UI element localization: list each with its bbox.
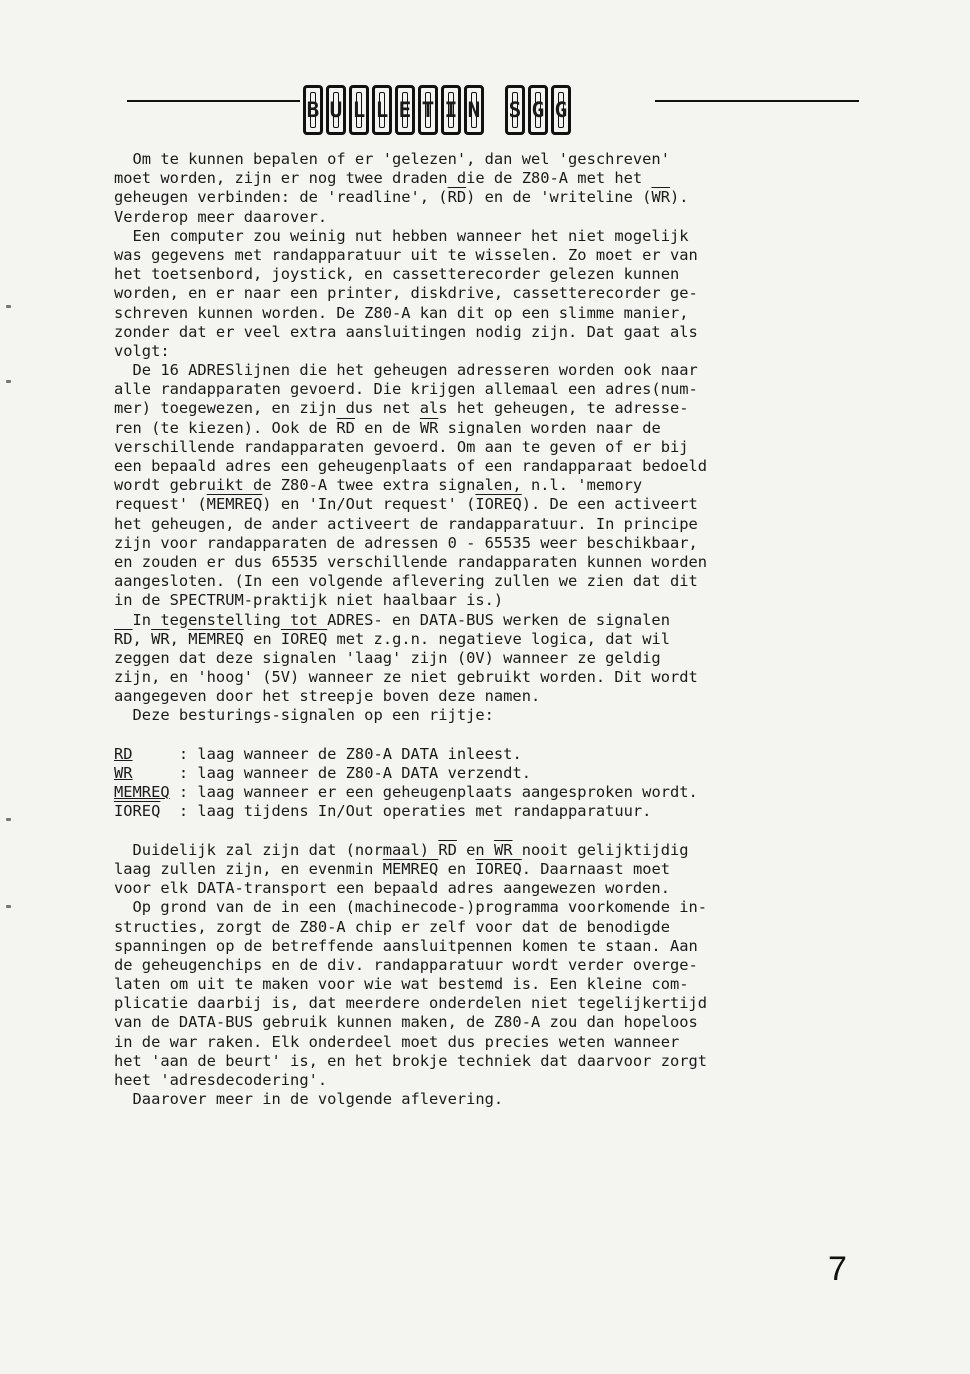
text-segment: schreven kunnen worden. De Z80-A kan dit op een slimme manier, bbox=[114, 303, 689, 322]
text-segment: in de war raken. Elk onderdeel moet dus precies weten wanneer bbox=[114, 1032, 680, 1051]
punch-mark bbox=[6, 818, 11, 821]
text-line bbox=[114, 399, 874, 418]
text-segment: zijn voor randapparaten de adressen 0 - 65535 weer beschikbaar, bbox=[114, 533, 698, 552]
text-line bbox=[114, 687, 874, 706]
page-number: 7 bbox=[828, 1250, 847, 1288]
banner-letter: U bbox=[329, 97, 343, 122]
text-line bbox=[114, 495, 874, 514]
header-rule-right bbox=[655, 100, 859, 102]
text-line bbox=[114, 802, 874, 821]
text-line bbox=[114, 515, 874, 534]
text-line bbox=[114, 860, 874, 879]
text-line bbox=[114, 419, 874, 438]
text-line bbox=[114, 726, 874, 745]
banner-letter: E bbox=[398, 97, 412, 122]
text-segment: signalen worden naar de bbox=[438, 418, 661, 437]
signal-name: RD bbox=[114, 744, 133, 763]
banner-letter-tile bbox=[551, 85, 571, 135]
banner-letter: G bbox=[554, 97, 568, 122]
text-line bbox=[114, 822, 874, 841]
banner-letter: L bbox=[375, 97, 389, 122]
text-line bbox=[114, 188, 874, 207]
text-line bbox=[114, 169, 874, 188]
text-segment: van de DATA-BUS gebruik kunnen maken, de Z80-A zou dan hopeloos bbox=[114, 1013, 698, 1032]
text-segment: plicatie daarbij is, dat meerdere onderdelen niet tegelijkertijd bbox=[114, 994, 708, 1013]
text-segment: het geheugen, de ander activeert de randapparatuur. In principe bbox=[114, 514, 698, 533]
text-segment: zeggen dat deze signalen 'laag' zijn (0V) wanneer ze geldig bbox=[114, 648, 661, 667]
text-segment: in de SPECTRUM-praktijk niet haalbaar is.) bbox=[114, 591, 504, 610]
text-line bbox=[114, 572, 874, 591]
text-segment: Duidelijk zal zijn dat (normaal) bbox=[114, 840, 439, 859]
banner-letter-tile bbox=[418, 85, 438, 135]
banner-letter: N bbox=[467, 97, 481, 122]
text-segment: mer) toegewezen, en zijn dus net als het geheugen, te adresse- bbox=[114, 399, 689, 418]
signal-name: IOREQ bbox=[475, 859, 522, 878]
text-line bbox=[114, 841, 874, 860]
text-line bbox=[114, 265, 874, 284]
text-segment: request' ( bbox=[114, 495, 207, 514]
banner-letter: G bbox=[531, 97, 545, 122]
text-segment: : laag wanneer de Z80-A DATA inleest. bbox=[132, 744, 522, 763]
header-rule-left bbox=[127, 100, 300, 102]
banner-letter-tile bbox=[303, 85, 323, 135]
signal-name: $\overline{WR}$ bbox=[419, 418, 439, 437]
text-segment: Op grond van de in een (machinecode-)programma voorkomende in- bbox=[114, 898, 708, 917]
text-segment: aangesloten. (In een volgende aflevering zullen we zien dat dit bbox=[114, 572, 698, 591]
text-line bbox=[114, 380, 874, 399]
text-segment: wordt gebruikt de Z80-A twee extra signalen, n.l. 'memory bbox=[114, 476, 643, 495]
bulletin-banner bbox=[303, 82, 574, 138]
text-line bbox=[114, 745, 874, 764]
text-segment: alle randapparaten gevoerd. Die krijgen allemaal een adres(num- bbox=[114, 380, 698, 399]
text-segment: ) en 'In/Out request' ( bbox=[262, 495, 476, 514]
text-line bbox=[114, 323, 874, 342]
text-line bbox=[114, 1052, 874, 1071]
text-line bbox=[114, 591, 874, 610]
text-line bbox=[114, 438, 874, 457]
text-line bbox=[114, 227, 874, 246]
text-line bbox=[114, 706, 874, 725]
text-segment: met z.g.n. negatieve logica, dat wil bbox=[327, 629, 671, 648]
text-line bbox=[114, 361, 874, 380]
text-segment: volgt: bbox=[114, 341, 170, 360]
text-line bbox=[114, 208, 874, 227]
text-line bbox=[114, 630, 874, 649]
text-segment: structies, zorgt de Z80-A chip er zelf voor dat de benodigde bbox=[114, 917, 670, 936]
text-line bbox=[114, 1033, 874, 1052]
text-line bbox=[114, 956, 874, 975]
text-segment: : laag wanneer de Z80-A DATA verzendt. bbox=[132, 764, 531, 782]
text-segment: aangegeven door het streepje boven deze namen. bbox=[114, 687, 541, 706]
text-line bbox=[114, 284, 874, 303]
text-line bbox=[114, 783, 874, 802]
signal-name: $\overline{RD}$ bbox=[336, 418, 355, 437]
text-segment: verschillende randapparaten gevoerd. Om aan te geven of er bij bbox=[114, 437, 689, 456]
signal-name: IOREQ bbox=[475, 495, 522, 514]
banner-letter-tile bbox=[441, 85, 461, 135]
banner-letter-tile bbox=[326, 85, 346, 135]
punch-mark bbox=[6, 905, 11, 908]
text-segment: en bbox=[438, 859, 476, 878]
text-segment: worden, en er naar een printer, diskdrive, cassetterecorder ge- bbox=[114, 284, 698, 303]
text-segment: Daarover meer in de volgende aflevering. bbox=[114, 1090, 504, 1109]
text-line bbox=[114, 534, 874, 553]
text-segment: ) en de 'writeline ( bbox=[466, 188, 652, 207]
signal-name: $\overline{WR}$ bbox=[651, 188, 670, 207]
text-segment: Om te kunnen bepalen of er 'gelezen', dan wel 'geschreven' bbox=[114, 150, 670, 168]
text-segment: nooit gelijktijdig bbox=[512, 840, 689, 859]
text-segment: geheugen verbinden: de 'readline', ( bbox=[114, 188, 448, 207]
banner-letter-tile bbox=[372, 85, 392, 135]
text-segment: de geheugenchips en de div. randapparatuur wordt verder overge- bbox=[114, 955, 698, 974]
text-segment: het toetsenbord, joystick, en cassetterecorder gelezen kunnen bbox=[114, 265, 680, 284]
banner-letter: T bbox=[421, 97, 435, 122]
text-segment: zonder dat er veel extra aansluitingen nodig zijn. Dat gaat als bbox=[114, 322, 698, 341]
text-segment: spanningen op de betreffende aansluitpennen komen te staan. Aan bbox=[114, 936, 698, 955]
text-segment: Deze besturings-signalen op een rijtje: bbox=[114, 706, 494, 725]
text-segment: , bbox=[169, 629, 189, 648]
text-segment: Een computer zou weinig nut hebben wanneer het niet mogelijk bbox=[114, 226, 689, 245]
text-segment: laag zullen zijn, en evenmin bbox=[114, 859, 383, 878]
text-line bbox=[114, 764, 874, 783]
text-segment: en de bbox=[354, 418, 420, 437]
text-line bbox=[114, 937, 874, 956]
text-segment: was gegevens met randapparatuur uit te wisselen. Zo moet er van bbox=[114, 245, 698, 264]
banner-letter: L bbox=[352, 97, 366, 122]
text-line bbox=[114, 1071, 874, 1090]
text-line bbox=[114, 150, 874, 169]
text-segment: , bbox=[132, 629, 152, 648]
text-line bbox=[114, 476, 874, 495]
text-segment: en bbox=[456, 840, 494, 859]
text-line bbox=[114, 1013, 874, 1032]
banner-letter-tile bbox=[528, 85, 548, 135]
text-segment: heet 'adresdecodering'. bbox=[114, 1071, 328, 1089]
signal-name: MEMREQ bbox=[206, 495, 263, 514]
text-line bbox=[114, 304, 874, 323]
signal-name: MEMREQ bbox=[382, 859, 439, 878]
text-segment: laten om uit te maken voor wie wat bestemd is. Een kleine com- bbox=[114, 975, 689, 994]
signal-name: $\overline{WR}$ bbox=[493, 840, 513, 859]
text-segment: moet worden, zijn er nog twee draden die de Z80-A met het bbox=[114, 169, 643, 188]
signal-name: IOREQ bbox=[280, 629, 328, 648]
banner-letter: S bbox=[508, 97, 522, 122]
text-segment: ). bbox=[670, 188, 689, 207]
banner-letter: I bbox=[444, 97, 458, 122]
signal-name: WR bbox=[114, 764, 133, 782]
text-segment: : laag wanneer er een geheugenplaats aangesproken wordt. bbox=[169, 783, 698, 802]
text-segment: het 'aan de beurt' is, en het brokje techniek dat daarvoor zorgt bbox=[114, 1051, 708, 1070]
signal-name: MEMREQ bbox=[114, 783, 170, 802]
text-line bbox=[114, 553, 874, 572]
text-segment: voor elk DATA-transport een bepaald adres aangewezen worden. bbox=[114, 879, 670, 898]
text-line bbox=[114, 649, 874, 668]
signal-name: IOREQ bbox=[114, 802, 161, 821]
text-line bbox=[114, 457, 874, 476]
text-segment: . Daarnaast moet bbox=[521, 859, 671, 878]
article-body bbox=[114, 150, 874, 1109]
text-segment: Verderop meer daarover. bbox=[114, 207, 328, 226]
banner-letter-tile bbox=[395, 85, 415, 135]
text-line bbox=[114, 342, 874, 361]
punch-mark bbox=[6, 380, 11, 383]
signal-name: $\overline{RD}$ bbox=[438, 840, 457, 859]
text-segment: en bbox=[243, 629, 281, 648]
text-segment: De 16 ADRESlijnen die het geheugen adresseren worden ook naar bbox=[114, 361, 698, 380]
punch-mark bbox=[6, 305, 11, 308]
text-segment: ren (te kiezen). Ook de bbox=[114, 418, 337, 437]
text-line bbox=[114, 668, 874, 687]
signal-name: $\overline{RD}$ bbox=[114, 629, 133, 648]
text-segment: ). De een activeert bbox=[521, 495, 698, 514]
text-line bbox=[114, 898, 874, 917]
text-line bbox=[114, 994, 874, 1013]
banner-letter-tile bbox=[349, 85, 369, 135]
text-segment: : laag tijdens In/Out operaties met randapparatuur. bbox=[160, 802, 652, 821]
signal-name: MEMREQ bbox=[188, 629, 244, 648]
text-line bbox=[114, 918, 874, 937]
text-line bbox=[114, 879, 874, 898]
text-line bbox=[114, 1090, 874, 1109]
text-line bbox=[114, 611, 874, 630]
signal-name: $\overline{RD}$ bbox=[447, 188, 467, 207]
text-segment: en zouden er dus 65535 verschillende randapparaten kunnen worden bbox=[114, 552, 708, 571]
text-line bbox=[114, 246, 874, 265]
signal-name: $\overline{WR}$ bbox=[151, 629, 170, 648]
banner-letter-tile bbox=[464, 85, 484, 135]
text-segment: zijn, en 'hoog' (5V) wanneer ze niet gebruikt worden. Dit wordt bbox=[114, 668, 698, 687]
text-line bbox=[114, 975, 874, 994]
text-segment: In tegenstelling tot ADRES- en DATA-BUS werken de signalen bbox=[114, 610, 670, 629]
banner-letter: B bbox=[306, 97, 320, 122]
text-segment: een bepaald adres een geheugenplaats of een randapparaat bedoeld bbox=[114, 457, 708, 475]
banner-letter-tile bbox=[505, 85, 525, 135]
